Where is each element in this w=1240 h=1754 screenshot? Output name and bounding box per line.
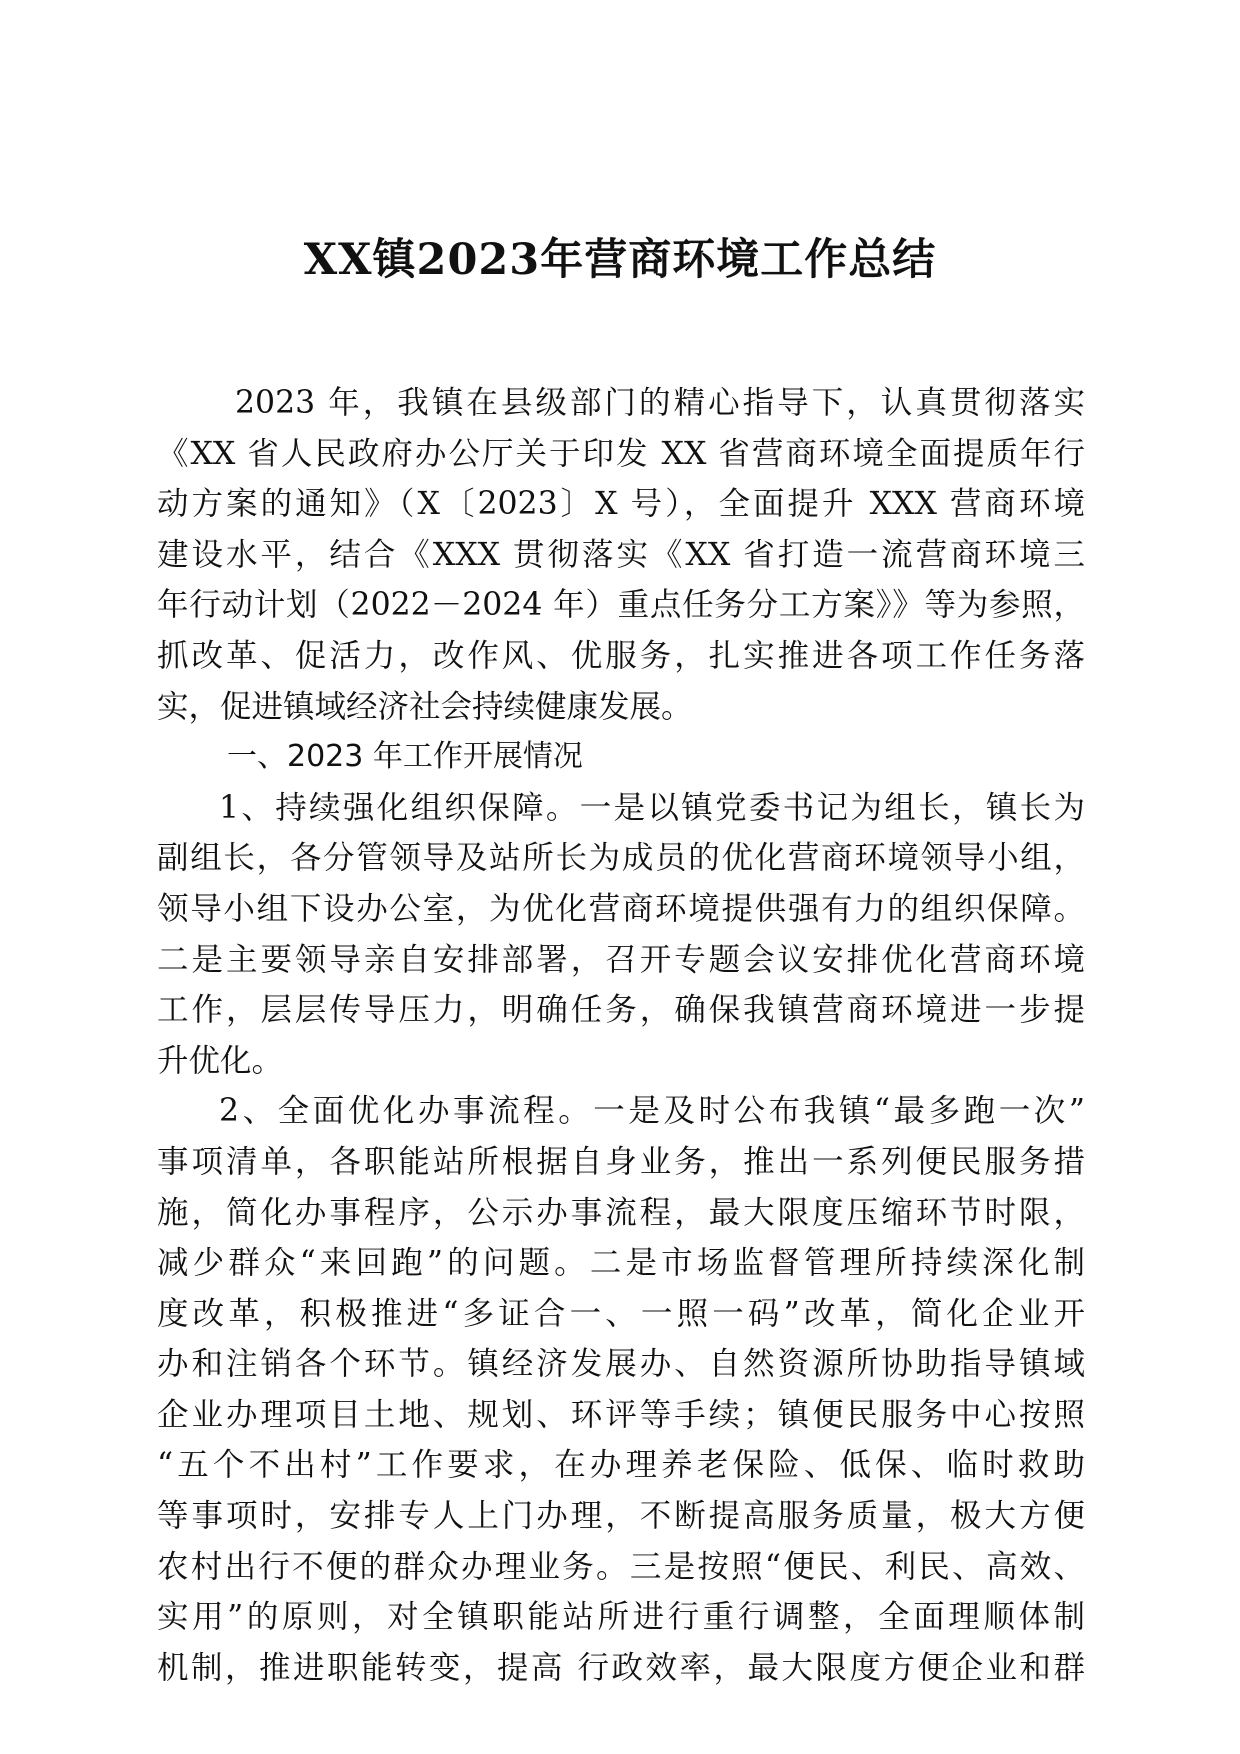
paragraph-line: 2、全面优化办事流程。一是及时公布我镇“最多跑一次” [219,1093,1085,1130]
paragraph-line: “五个不出村”工作要求，在办理养老保险、低保、临时救助 [157,1447,1085,1484]
paragraph-line: 实，促进镇域经济社会持续健康发展。 [157,688,693,725]
paragraph-line: 度改革，积极推进“多证合一、一照一码”改革，简化企业开 [157,1295,1085,1332]
paragraph-line: 抓改革、促活力，改作风、优服务，扎实推进各项工作任务落 [157,637,1085,674]
paragraph-line: 减少群众“来回跑”的问题。二是市场监督管理所持续深化制 [157,1245,1085,1282]
paragraph-line: 升优化。 [157,1042,284,1079]
item-1-paragraph [157,783,1085,1087]
paragraph-line: 年行动计划（2022－2024 年）重点任务分工方案》》等为参照， [157,587,1085,624]
paragraph-line: 领导小组下设办公室，为优化营商环境提供强有力的组织保障。 [157,890,1085,927]
paragraph-line: 副组长，各分管领导及站所长为成员的优化营商环境领导小组， [157,840,1085,877]
paragraph-line: 建设水平，结合《XXX 贯彻落实《XX 省打造一流营商环境三 [157,536,1085,573]
paragraph-line: 施，简化办事程序，公示办事流程，最大限度压缩环节时限， [157,1194,1085,1231]
paragraph-line: 1、持续强化组织保障。一是以镇党委书记为组长，镇长为 [219,789,1085,826]
paragraph-line: 工作，层层传导压力，明确任务，确保我镇营商环境进一步提 [157,992,1085,1029]
paragraph-line: 《XX 省人民政府办公厅关于印发 XX 省营商环境全面提质年行 [157,435,1085,472]
paragraph-line: 农村出行不便的群众办理业务。三是按照“便民、利民、高效、 [157,1548,1085,1585]
document-title: XX镇2023年营商环境工作总结 [303,235,937,285]
paragraph-line: 实用”的原则，对全镇职能站所进行重行调整，全面理顺体制 [157,1599,1085,1636]
paragraph-line: 事项清单，各职能站所根据自身业务，推出一系列便民服务措 [157,1143,1085,1180]
paragraph-line: 企业办理项目土地、规划、环评等手续；镇便民服务中心按照 [157,1396,1085,1433]
item-2-paragraph [157,1086,1085,1693]
paragraph-line: 办和注销各个环节。镇经济发展办、自然资源所协助指导镇域 [157,1346,1085,1383]
paragraph-line: 2023 年，我镇在县级部门的精心指导下，认真贯彻落实 [235,385,1085,421]
paragraph-line: 等事项时，安排专人上门办理，不断提高服务质量，极大方便 [157,1498,1085,1535]
paragraph-line: 二是主要领导亲自安排部署，召开专题会议安排优化营商环境 [157,941,1085,978]
paragraph-line: 动方案的通知》（X〔2023〕X 号），全面提升 XXX 营商环境 [157,486,1085,523]
section-heading: 一、2023 年工作开展情况 [227,739,583,775]
intro-paragraph [157,378,1085,732]
document-body [157,378,1085,1693]
paragraph-line: 机制，推进职能转变，提高 行政效率，最大限度方便企业和群 [157,1649,1085,1686]
